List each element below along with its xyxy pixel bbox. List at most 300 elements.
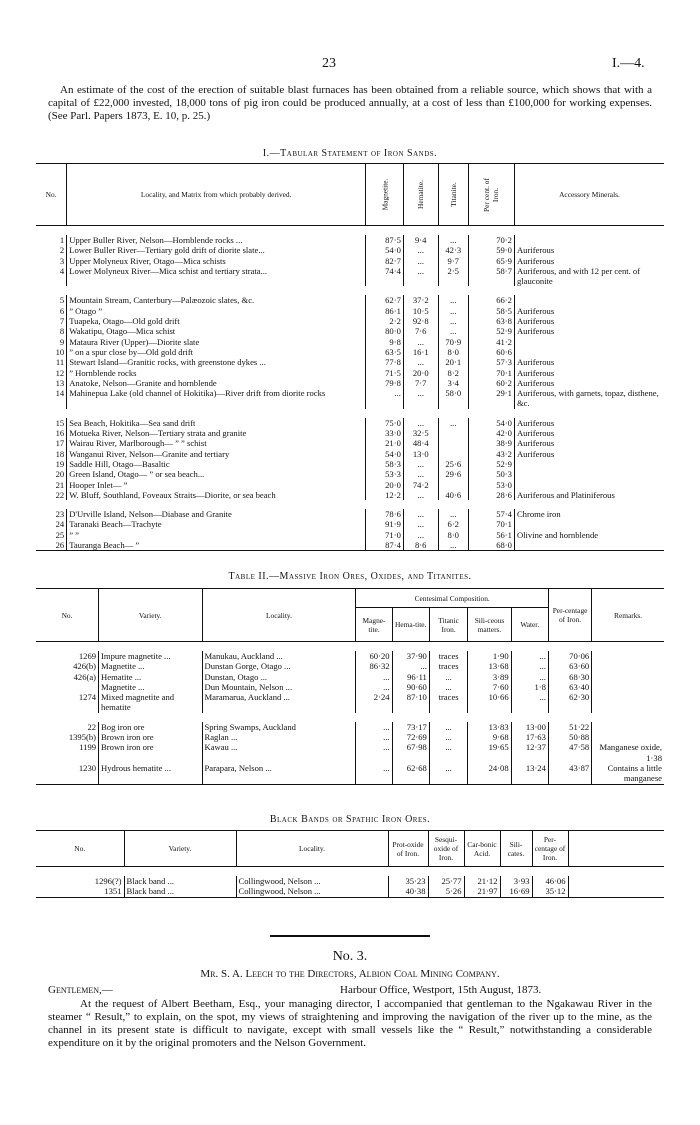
row-percent-iron: 70·2: [468, 235, 514, 245]
row-number: 14: [36, 388, 67, 409]
row-hematite: 37·2: [403, 295, 438, 305]
row-titanite: 20·1: [438, 357, 468, 367]
row-titanic: ...: [429, 722, 467, 732]
row-accessory: Auriferous and Platiniferous: [516, 489, 615, 500]
row-remarks: [592, 722, 664, 732]
row-titanite: [438, 449, 468, 459]
row-magnetite: ...: [356, 763, 392, 784]
row-titanite: ...: [438, 316, 468, 326]
row-magnetite: 63·5: [366, 347, 404, 357]
row-accessory: [514, 295, 664, 305]
row-titanite: 70·9: [438, 337, 468, 347]
row-magnetite: ...: [356, 732, 392, 742]
row-locality: Hooper Inlet— ”: [67, 480, 366, 490]
row-titanite: 8·2: [438, 368, 468, 378]
row-locality: Green Island, Otago— ” or sea beach...: [67, 469, 366, 479]
row-titanic: traces: [429, 661, 467, 671]
row-hematite: ...: [403, 509, 438, 519]
table-row: [36, 651, 664, 661]
row-number: 1: [36, 235, 67, 245]
row-number: 4: [36, 266, 67, 287]
table-row: [36, 316, 664, 326]
t2-col-titanic: Titanic Iron.: [429, 608, 467, 642]
table-row: [36, 692, 664, 713]
row-sesquioxide: 25·77: [428, 876, 464, 886]
table-row: [36, 661, 664, 671]
row-locality: ” on a spur close by—Old gold drift: [67, 347, 366, 357]
row-accessory: Auriferous: [516, 417, 555, 428]
row-percent-iron: 51·22: [548, 722, 591, 732]
table-row: [36, 682, 664, 692]
row-locality: Collingwood, Nelson ...: [236, 876, 388, 886]
row-remarks: Manganese oxide, 1·38: [599, 742, 662, 763]
row-number: 1296(?): [36, 876, 124, 886]
row-percent-iron: 70·1: [468, 368, 514, 378]
row-silicates: 16·69: [500, 886, 532, 897]
t3-body: [36, 867, 664, 898]
row-accessory: [514, 347, 664, 357]
row-percent-iron: 66·2: [468, 295, 514, 305]
row-hematite: 73·17: [392, 722, 429, 732]
row-siliceous: 19·65: [468, 742, 511, 763]
row-percent-iron: 60·2: [468, 378, 514, 388]
table-row: [36, 388, 664, 409]
row-accessory: Auriferous, and with 12 per cent. of glauconite: [516, 265, 641, 287]
row-titanite: 58·0: [438, 388, 468, 409]
row-hematite: 37·90: [392, 651, 429, 661]
t2-col-magnetite: Magne-tite.: [356, 608, 392, 642]
t2-col-water: Water.: [511, 608, 548, 642]
row-hematite: ...: [403, 530, 438, 540]
row-hematite: 32·5: [403, 428, 438, 438]
t2-col-no: No.: [36, 589, 99, 642]
row-siliceous: 7·60: [468, 682, 511, 692]
row-carbonic: 21·12: [464, 876, 500, 886]
row-hematite: ...: [403, 256, 438, 266]
row-percent-iron: 41·2: [468, 337, 514, 347]
row-percent-iron: 52·9: [468, 326, 514, 336]
row-number: 1395(b): [36, 732, 99, 742]
row-titanic: ...: [429, 732, 467, 742]
letter-dateline: Harbour Office, Westport, 15th August, 1873.: [340, 984, 542, 996]
row-variety: Bog iron ore: [99, 722, 202, 732]
row-locality: Lower Molyneux River—Mica schist and tertiary strata...: [67, 266, 366, 287]
row-locality: Upper Molyneux River, Otago—Mica schists: [67, 256, 366, 266]
t1-body: [36, 226, 664, 551]
letter-body: At the request of Albert Beetham, Esq., your managing director, I accompanied that gentleman to the Ngakawau River in the steamer “ Result,” to explain, on the spot, my views of straightening and improving the navigation of the river up to the mine, as the channel in its present state is difficult to navigate, except with small vessels like the “ Result,” notwithstanding a considerable expenditure on it by the original promoters and the Nelson Government.: [48, 998, 652, 1049]
row-percent-iron: 54·0: [468, 418, 514, 428]
row-accessory: [514, 480, 664, 490]
row-locality: W. Bluff, Southland, Foveaux Straits—Diorite, or sea beach: [67, 490, 366, 500]
row-titanite: 6·2: [438, 519, 468, 529]
row-titanite: 42·3: [438, 245, 468, 255]
row-silicates: 3·93: [500, 876, 532, 886]
row-percent-iron: 46·06: [532, 876, 568, 886]
row-magnetite: 58·3: [366, 459, 404, 469]
row-locality: Collingwood, Nelson ...: [236, 886, 388, 897]
section-divider: [270, 935, 430, 937]
row-hematite: ...: [403, 245, 438, 255]
t3-col-variety: Variety.: [124, 831, 236, 867]
t3-col-locality: Locality.: [236, 831, 388, 867]
row-locality: ” Otago ”: [67, 306, 366, 316]
t1-col-titanite: Titanite.: [448, 182, 458, 207]
row-titanic: ...: [429, 672, 467, 682]
row-titanite: 2·5: [438, 266, 468, 287]
row-locality: Upper Buller River, Nelson—Hornblende rocks ...: [67, 235, 366, 245]
row-accessory: Auriferous: [516, 367, 555, 378]
row-hematite: 48·4: [403, 438, 438, 448]
row-water: ...: [511, 672, 548, 682]
table-row: [36, 886, 664, 897]
row-magnetite: ...: [356, 682, 392, 692]
table-row: [36, 480, 664, 490]
row-water: ...: [511, 692, 548, 713]
row-hematite: ...: [403, 459, 438, 469]
table-row: [36, 245, 664, 255]
row-percent-iron: 35·12: [532, 886, 568, 897]
row-hematite: 62·68: [392, 763, 429, 784]
row-titanic: ...: [429, 742, 467, 763]
row-variety: Magnetite ...: [99, 661, 202, 671]
row-water: 12·37: [511, 742, 548, 763]
table-row: [36, 438, 664, 448]
row-variety: Hematite ...: [99, 672, 202, 682]
row-locality: Parapara, Nelson ...: [202, 763, 356, 784]
row-locality: Wanganui River, Nelson—Granite and tertiary: [67, 449, 366, 459]
row-locality: Motueka River, Nelson—Tertiary strata and granite: [67, 428, 366, 438]
row-hematite: 67·98: [392, 742, 429, 763]
row-remarks: [592, 651, 664, 661]
row-locality: Wakatipu, Otago—Mica schist: [67, 326, 366, 336]
row-magnetite: 91·9: [366, 519, 404, 529]
row-magnetite: 2·2: [366, 316, 404, 326]
table-row: [36, 368, 664, 378]
t1-col-magnetite: Magnetite.: [380, 178, 390, 211]
t3-col-silicates: Sili-cates.: [500, 831, 532, 867]
row-hematite: 9·4: [403, 235, 438, 245]
row-percent-iron: 43·2: [468, 449, 514, 459]
row-siliceous: 9·68: [468, 732, 511, 742]
row-siliceous: 1·90: [468, 651, 511, 661]
row-number: 5: [36, 295, 67, 305]
table-row: [36, 266, 664, 287]
table-row: [36, 235, 664, 245]
table-row: [36, 876, 664, 886]
row-locality: Saddle Hill, Otago—Basaltic: [67, 459, 366, 469]
row-variety: Brown iron ore: [99, 732, 202, 742]
t1-col-locality: Locality, and Matrix from which probably derived.: [67, 164, 366, 226]
row-percent-iron: 63·40: [548, 682, 591, 692]
t1-col-no: No.: [36, 164, 67, 226]
t3-col-carbonic: Car-bonic Acid.: [464, 831, 500, 867]
row-locality: Kawau ...: [202, 742, 356, 763]
row-locality: Tauranga Beach— ”: [67, 540, 366, 551]
table-row: [36, 540, 664, 551]
row-number: 17: [36, 438, 67, 448]
row-locality: Manukau, Auckland ...: [202, 651, 356, 661]
row-number: [36, 682, 99, 692]
row-locality: Wairau River, Marlborough— ” ” schist: [67, 438, 366, 448]
row-number: 19: [36, 459, 67, 469]
row-magnetite: 87·4: [366, 540, 404, 551]
row-number: 11: [36, 357, 67, 367]
row-percent-iron: 28·6: [468, 490, 514, 500]
t2-col-siliceous: Sili-ceous matters.: [468, 608, 511, 642]
row-percent-iron: 52·9: [468, 459, 514, 469]
row-number: 26: [36, 540, 67, 551]
row-locality: D'Urville Island, Nelson—Diabase and Granite: [67, 509, 366, 519]
row-locality: ” ”: [67, 530, 366, 540]
table-row: [36, 530, 664, 540]
row-magnetite: 33·0: [366, 428, 404, 438]
row-siliceous: 13·83: [468, 722, 511, 732]
row-accessory: Chrome iron: [516, 509, 561, 520]
row-magnetite: 12·2: [366, 490, 404, 500]
row-percent-iron: 29·1: [468, 388, 514, 409]
row-variety: Magnetite ...: [99, 682, 202, 692]
row-percent-iron: 68·30: [548, 672, 591, 682]
row-hematite: 87·10: [392, 692, 429, 713]
row-number: 6: [36, 306, 67, 316]
row-percent-iron: 70·1: [468, 519, 514, 529]
row-accessory: [514, 469, 664, 479]
row-locality: Maramarua, Auckland ...: [202, 692, 356, 713]
row-variety: Impure magnetite ...: [99, 651, 202, 661]
row-percent-iron: 59·0: [468, 245, 514, 255]
row-locality: ” Hornblende rocks: [67, 368, 366, 378]
row-titanic: ...: [429, 763, 467, 784]
table2-title: Table II.—Massive Iron Ores, Oxides, and Titanites.: [228, 571, 472, 582]
row-variety: Brown iron ore: [99, 742, 202, 763]
row-locality: Sea Beach, Hokitika—Sea sand drift: [67, 418, 366, 428]
table-row: [36, 742, 664, 763]
row-hematite: 16·1: [403, 347, 438, 357]
table-row: [36, 449, 664, 459]
row-sesquioxide: 5·26: [428, 886, 464, 897]
row-magnetite: ...: [356, 742, 392, 763]
row-water: ...: [511, 661, 548, 671]
row-percent-iron: 38·9: [468, 438, 514, 448]
row-accessory: [514, 459, 664, 469]
row-locality: Dunstan, Otago ...: [202, 672, 356, 682]
row-hematite: 92·8: [403, 316, 438, 326]
row-titanite: ...: [438, 509, 468, 519]
letter-heading: No. 3.: [332, 949, 368, 964]
row-titanite: 29·6: [438, 469, 468, 479]
table1-title: I.—Tabular Statement of Iron Sands.: [262, 148, 438, 159]
row-percent-iron: 57·4: [468, 509, 514, 519]
row-hematite: 96·11: [392, 672, 429, 682]
row-titanite: ...: [438, 540, 468, 551]
row-locality: Taranaki Beach—Trachyte: [67, 519, 366, 529]
black-bands-table: [36, 830, 664, 898]
row-protoxide: 40·38: [388, 886, 428, 897]
table-row: [36, 326, 664, 336]
t2-col-remarks: Remarks.: [614, 610, 643, 620]
row-number: 10: [36, 347, 67, 357]
row-number: 1351: [36, 886, 124, 897]
row-magnetite: 87·5: [366, 235, 404, 245]
row-magnetite: 20·0: [366, 480, 404, 490]
row-protoxide: 35·23: [388, 876, 428, 886]
row-accessory: Auriferous: [516, 255, 555, 266]
row-titanite: ...: [438, 326, 468, 336]
row-magnetite: 53·3: [366, 469, 404, 479]
row-percent-iron: 58·7: [468, 266, 514, 287]
row-remarks: [592, 692, 664, 713]
table-row: [36, 306, 664, 316]
row-locality: Dun Mountain, Nelson ...: [202, 682, 356, 692]
row-locality: Mataura River (Upper)—Diorite slate: [67, 337, 366, 347]
row-hematite: 20·0: [403, 368, 438, 378]
page-header: [0, 56, 700, 72]
row-magnetite: ...: [356, 722, 392, 732]
row-remarks: [592, 732, 664, 742]
row-magnetite: 74·4: [366, 266, 404, 287]
row-hematite: ...: [403, 490, 438, 500]
table-row: [36, 295, 664, 305]
row-percent-iron: 56·1: [468, 530, 514, 540]
row-accessory: [514, 337, 664, 347]
row-magnetite: 62·7: [366, 295, 404, 305]
row-percent-iron: 58·5: [468, 306, 514, 316]
row-remarks: Contains a little manganese: [592, 763, 664, 784]
row-hematite: 10·5: [403, 306, 438, 316]
row-hematite: 72·69: [392, 732, 429, 742]
row-accessory: Auriferous, with garnets, topaz, disthene, &c.: [516, 388, 659, 409]
row-accessory: Auriferous: [516, 377, 555, 388]
row-locality: Mountain Stream, Canterbury—Palæozoic slates, &c.: [67, 295, 366, 305]
row-magnetite: 86·32: [356, 661, 392, 671]
row-magnetite: 9·8: [366, 337, 404, 347]
table-row: [36, 469, 664, 479]
letter-salutation: Gentlemen,—: [48, 984, 113, 996]
row-number: 15: [36, 418, 67, 428]
row-accessory: Auriferous: [516, 428, 555, 439]
row-hematite: ...: [403, 337, 438, 347]
row-locality: Raglan ...: [202, 732, 356, 742]
row-magnetite: 86·1: [366, 306, 404, 316]
row-titanic: traces: [429, 692, 467, 713]
row-hematite: ...: [403, 469, 438, 479]
row-percent-iron: 43·87: [548, 763, 591, 784]
row-titanite: ...: [438, 295, 468, 305]
row-number: 22: [36, 722, 99, 732]
row-variety: Black band ...: [124, 876, 236, 886]
row-remarks: [592, 682, 664, 692]
row-hematite: ...: [403, 388, 438, 409]
table3-title: Black Bands or Spathic Iron Ores.: [269, 814, 431, 825]
row-percent-iron: 47·58: [548, 742, 591, 763]
row-magnetite: 2·24: [356, 692, 392, 713]
row-hematite: 8·6: [403, 540, 438, 551]
row-magnetite: 71·5: [366, 368, 404, 378]
row-number: 1230: [36, 763, 99, 784]
row-accessory: Auriferous: [516, 326, 555, 337]
table-row: [36, 337, 664, 347]
row-accessory: Auriferous: [516, 448, 555, 459]
row-magnetite: 54·0: [366, 449, 404, 459]
row-titanite: ...: [438, 235, 468, 245]
t3-col-protoxide: Prot-oxide of Iron.: [388, 831, 428, 867]
row-number: 9: [36, 337, 67, 347]
row-water: 17·63: [511, 732, 548, 742]
row-titanite: ...: [438, 418, 468, 428]
row-magnetite: 71·0: [366, 530, 404, 540]
row-locality: Lower Buller River—Tertiary gold drift of diorite slate...: [67, 245, 366, 255]
row-percent-iron: 57·3: [468, 357, 514, 367]
row-titanite: 8·0: [438, 530, 468, 540]
t1-col-percent-iron: Per cent. of Iron.: [482, 177, 501, 212]
row-titanic: ...: [429, 682, 467, 692]
t3-col-sesquioxide: Sesqui-oxide of Iron.: [428, 831, 464, 867]
table-row: [36, 722, 664, 732]
massive-ores-table: [36, 588, 664, 785]
table-row: [36, 256, 664, 266]
row-number: 22: [36, 490, 67, 500]
iron-sands-table: [36, 163, 664, 551]
row-accessory: Auriferous: [516, 438, 555, 449]
row-accessory: Auriferous: [516, 316, 555, 327]
row-magnetite: 78·6: [366, 509, 404, 519]
row-siliceous: 10·66: [468, 692, 511, 713]
t1-col-accessory: Accessory Minerals.: [559, 190, 620, 199]
t2-col-group: Centesimal Composition.: [356, 589, 548, 608]
row-percent-iron: 50·3: [468, 469, 514, 479]
row-siliceous: 24·08: [468, 763, 511, 784]
row-magnetite: 60·20: [356, 651, 392, 661]
row-water: ...: [511, 651, 548, 661]
row-water: 13·24: [511, 763, 548, 784]
row-accessory: Olivine and hornblende: [516, 529, 599, 540]
table-row: [36, 509, 664, 519]
row-hematite: 74·2: [403, 480, 438, 490]
row-locality: Dunstan Gorge, Otago ...: [202, 661, 356, 671]
t2-col-hematite: Hema-tite.: [392, 608, 429, 642]
row-hematite: 13·0: [403, 449, 438, 459]
row-remarks: [592, 661, 664, 671]
row-accessory: Auriferous: [516, 357, 555, 368]
row-number: 25: [36, 530, 67, 540]
row-variety: Hydrous hematite ...: [99, 763, 202, 784]
row-magnetite: 54·0: [366, 245, 404, 255]
row-remarks: [592, 672, 664, 682]
row-hematite: ...: [403, 519, 438, 529]
row-percent-iron: 42·0: [468, 428, 514, 438]
row-titanite: 8·0: [438, 347, 468, 357]
row-titanite: [438, 480, 468, 490]
row-titanite: 9·7: [438, 256, 468, 266]
table-row: [36, 490, 664, 500]
row-siliceous: 3·89: [468, 672, 511, 682]
row-percent-iron: 50·88: [548, 732, 591, 742]
t2-col-locality: Locality.: [202, 589, 356, 642]
row-number: 20: [36, 469, 67, 479]
t2-body: [36, 642, 664, 785]
row-percent-iron: 60·6: [468, 347, 514, 357]
row-number: 1269: [36, 651, 99, 661]
row-number: 18: [36, 449, 67, 459]
row-locality: Mahinepua Lake (old channel of Hokitika)—River drift from diorite rocks: [67, 388, 366, 409]
row-number: 3: [36, 256, 67, 266]
table-row: [36, 347, 664, 357]
row-water: 13·00: [511, 722, 548, 732]
row-titanite: 40·6: [438, 490, 468, 500]
row-hematite: ...: [392, 661, 429, 671]
row-number: 24: [36, 519, 67, 529]
t2-col-variety: Variety.: [99, 589, 202, 642]
